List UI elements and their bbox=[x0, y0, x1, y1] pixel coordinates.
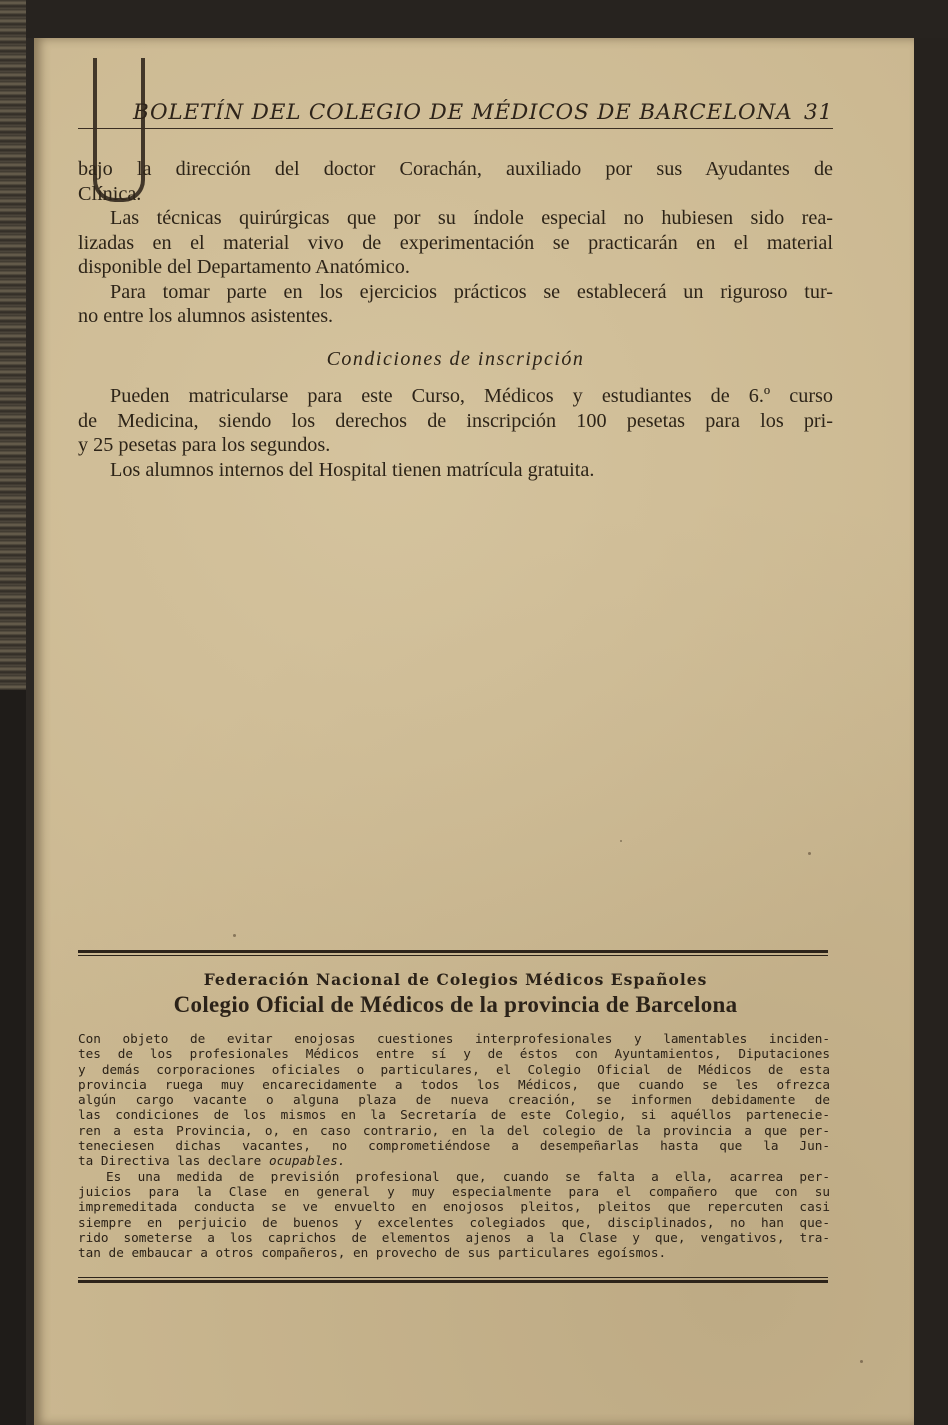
notice-line: provincia ruega muy encarecidamente a todos los Médicos, que cuando se les ofrezca bbox=[78, 1076, 830, 1092]
scan-right-edge bbox=[914, 38, 948, 1425]
college-heading: Colegio Oficial de Médicos de la provincia de Barcelona bbox=[173, 992, 738, 1017]
conditions-text bbox=[78, 384, 833, 482]
notice-line: Con objeto de evitar enojosas cuestiones interprofesionales y lamentables inciden- bbox=[78, 1031, 830, 1046]
notice-rule-bottom bbox=[78, 1280, 828, 1283]
notice-rule-bottom-thin bbox=[78, 1277, 828, 1278]
notice-line: teneciesen dichas vacantes, no comprometiéndose a desempeñarlas hasta que la Jun- bbox=[78, 1138, 830, 1154]
notice-line: Es una medida de previsión profesional que, cuando se falta a ella, acarrea per- bbox=[106, 1168, 830, 1184]
section-heading: Condiciones de inscripción bbox=[326, 348, 585, 370]
notice-line: ren a esta Provincia, o, en caso contrario, en la del colegio de la provincia a que per- bbox=[78, 1122, 830, 1138]
body-line: no entre los alumnos asistentes. bbox=[78, 305, 334, 327]
scan-top-edge bbox=[26, 0, 948, 38]
running-header bbox=[78, 100, 833, 129]
book-binding-shadow bbox=[0, 690, 26, 1425]
notice-line: impremeditada conducta se ve envuelto en enojosos pleitos, pleitos que repercuten casi bbox=[78, 1199, 830, 1215]
notice-italic-word: ocupables. bbox=[268, 1153, 346, 1169]
paper-speck bbox=[808, 852, 811, 855]
body-line: Para tomar parte en los ejercicios prácticos se establecerá un riguroso tur- bbox=[110, 280, 833, 303]
notice-rule-top-thin bbox=[78, 955, 828, 956]
notice-line: tes de los profesionales Médicos entre sí y de éstos con Ayuntamientos, Diputaciones bbox=[78, 1046, 830, 1062]
federation-heading: Federación Nacional de Colegios Médicos Españoles bbox=[203, 970, 708, 989]
conditions-line: Pueden matricularse para este Curso, Médicos y estudiantes de 6.º curso bbox=[110, 385, 833, 407]
header-title: BOLETÍN DEL COLEGIO DE MÉDICOS DE BARCELONA bbox=[133, 100, 793, 125]
notice-line: rido someterse a los caprichos de elementos ajenos a la Clase y que, vengativos, tra- bbox=[78, 1229, 830, 1245]
notice-line bbox=[78, 1153, 830, 1168]
notice-rule-top bbox=[78, 950, 828, 953]
notice-line: siempre en perjuicio de buenos y excelentes colegiados que, disciplinados, no han que- bbox=[78, 1214, 830, 1230]
notice-line: tan de embaucar a otros compañeros, en provecho de sus particulares egoísmos. bbox=[78, 1245, 667, 1261]
notice-line: algún cargo vacante o alguna plaza de nueva creación, se informen debidamente de bbox=[78, 1092, 830, 1108]
body-line: Clínica. bbox=[78, 182, 142, 205]
body-line: disponible del Departamento Anatómico. bbox=[78, 256, 410, 278]
notice-line-text: ta Directiva las declare bbox=[78, 1153, 262, 1169]
body-line: lizadas en el material vivo de experimentación se practicarán en el material bbox=[78, 231, 833, 254]
body-line: bajo la dirección del doctor Corachán, auxiliado por sus Ayudantes de bbox=[78, 158, 833, 180]
conditions-line: y 25 pesetas para los segundos. bbox=[78, 434, 331, 456]
conditions-line: Los alumnos internos del Hospital tienen matrícula gratuita. bbox=[110, 458, 595, 481]
page-number: 31 bbox=[804, 100, 833, 125]
notice-text bbox=[78, 1031, 830, 1260]
notice-line: juicios para la Clase en general y muy especialmente para el compañero que con su bbox=[78, 1183, 830, 1199]
conditions-line: de Medicina, siendo los derechos de inscripción 100 pesetas para los pri- bbox=[78, 409, 833, 432]
paper-speck bbox=[233, 934, 236, 937]
notice-line: las condiciones de los mismos en la Secretaría de este Colegio, si aquéllos partenecie- bbox=[78, 1107, 830, 1123]
paper-speck bbox=[860, 1360, 863, 1363]
body-text bbox=[78, 157, 833, 329]
notice-line: y demás corporaciones oficiales o particulares, el Colegio Oficial de Médicos de esta bbox=[78, 1061, 830, 1077]
body-line: Las técnicas quirúrgicas que por su índole especial no hubiesen sido rea- bbox=[110, 207, 833, 229]
paper-speck bbox=[620, 840, 622, 842]
